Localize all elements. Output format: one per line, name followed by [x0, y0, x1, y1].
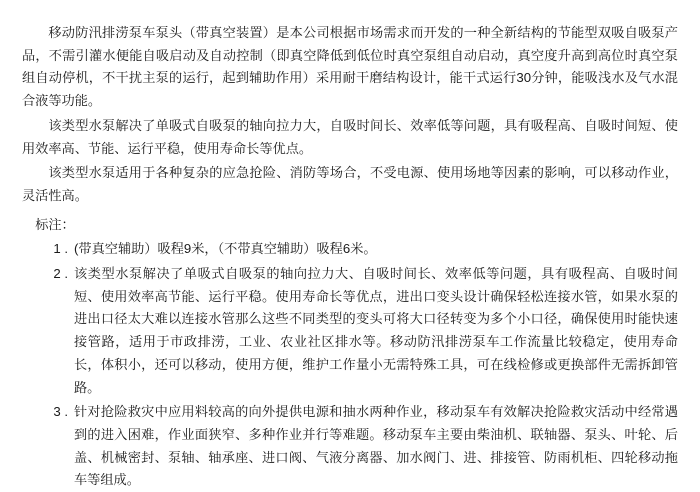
paragraph-1: 移动防汛排涝泵车泵头（带真空装置）是本公司根据市场需求而开发的一种全新结构的节能型双吸自吸泵产品，不需引灌水便能自吸启动及自动控制（即真空降低到低位时真空泵组自动启动，真空度升高到高位时真空泵组自动停机，不干扰主泵的运行，起到辅助作用）采用耐干磨结构设计，能干式运行30分钟，能吸浅水及气水混合液等功能。: [22, 25, 678, 109]
list-item-marker: 1 .: [53, 241, 68, 257]
list-item-text: 该类型水泵解决了单吸式自吸泵的轴向拉力大、自吸时间长、效率低等问题，具有吸程高、自吸时间短、使用效率高节能、运行平稳。使用寿命长等优点，进出口变头设计确保轻松连接水管，如果水泵的进出口径太大难以连接水管那么这些不同类型的变头可将大口径转变为多个小口径，确保使用时能快速接管路，适用于市政排涝，工业、农业社区排水等。移动防汛排涝泵车工作流量比较稳定，使用寿命长，体积小，还可以移动，使用方便，维护工作量小无需特殊工具，可在线检修或更换部件无需拆卸管路。: [74, 266, 678, 395]
notes-list: [22, 238, 678, 492]
notes-label: 标注：: [35, 216, 75, 232]
list-item-text: 针对抢险救灾中应用料较高的向外提供电源和抽水两种作业，移动泵车有效解决抢险救灾活动中经常遇到的进入困难，作业面狭窄、多种作业并行等难题。移动泵车主要由柴油机、联轴器、泵头、叶轮、后盖、机械密封、泵轴、轴承座、进口阀、气液分离器、加水阀门、进、排接管、防雨机柜、四轮移动拖车等组成。: [74, 404, 678, 488]
paragraph-3: 该类型水泵适用于各种复杂的应急抢险、消防等场合，不受电源、使用场地等因素的影响，可以移动作业，灵活性高。: [22, 165, 678, 203]
list-item-text: (带真空辅助）吸程9米，（不带真空辅助）吸程6米。: [74, 241, 377, 257]
list-item: [22, 401, 678, 492]
list-item: [22, 263, 678, 399]
list-item: [22, 238, 678, 261]
list-item-marker: 3 .: [53, 404, 68, 420]
paragraph-2: 该类型水泵解决了单吸式自吸泵的轴向拉力大，自吸时间长、效率低等问题，具有吸程高、自吸时间短、使用效率高、节能、运行平稳，使用寿命长等优点。: [22, 117, 678, 156]
list-item-marker: 2 .: [53, 266, 68, 282]
